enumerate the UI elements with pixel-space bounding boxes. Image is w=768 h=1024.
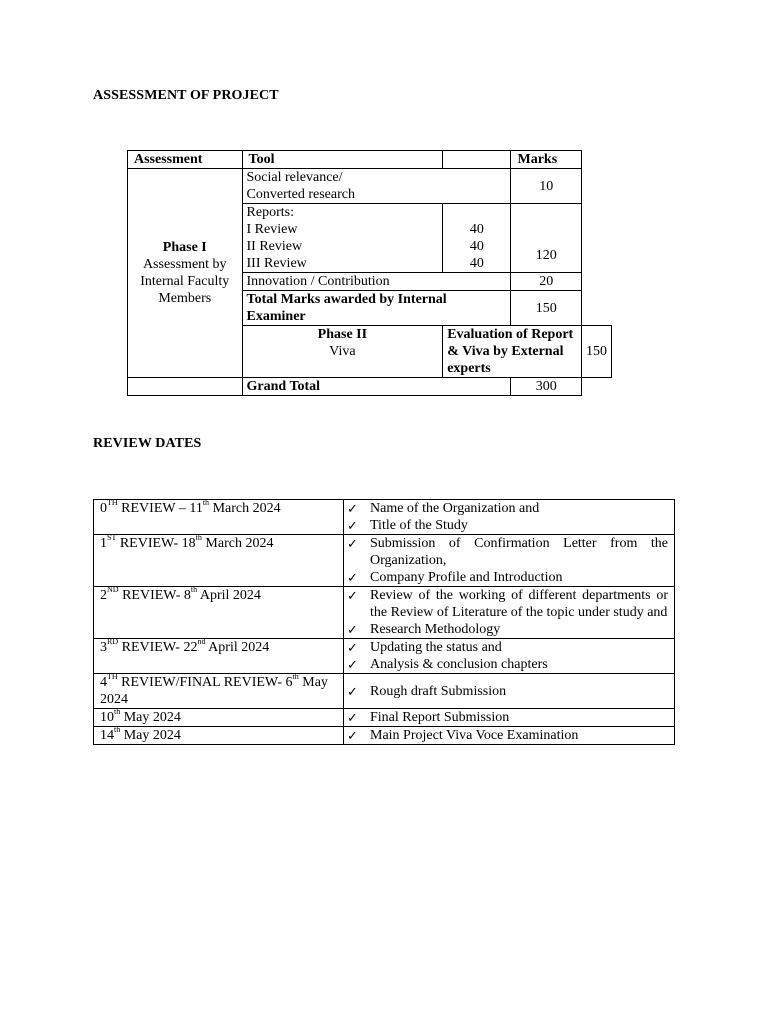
review-dates-table <box>93 499 675 745</box>
review-date-cell <box>94 587 344 639</box>
review-date-post: March 2024 <box>201 536 274 551</box>
review-date-cell <box>94 709 344 727</box>
checkmark-icon: ✓ <box>347 570 358 585</box>
review-item <box>347 727 668 744</box>
total-internal-marks: 150 <box>511 291 582 326</box>
row-social-relevance <box>128 169 612 204</box>
review-date-pre: 0 <box>100 501 107 516</box>
review-item-text: Final Report Submission <box>370 710 510 725</box>
review-item <box>347 621 668 638</box>
review-date-pre: 1 <box>100 536 107 551</box>
review-row <box>94 727 675 745</box>
checkmark-icon: ✓ <box>347 683 358 699</box>
checkmark-icon: ✓ <box>347 622 358 637</box>
phase-2-marks: 150 <box>582 326 612 378</box>
header-tool: Tool <box>242 151 443 169</box>
review-items-cell <box>344 674 675 709</box>
review-date-post: May 2024 <box>100 675 328 707</box>
phase-1-desc: Assessment by Internal Faculty Members <box>140 257 230 306</box>
review-date-sup: RD <box>107 637 119 647</box>
assessment-heading: ASSESSMENT OF PROJECT <box>93 88 279 103</box>
review-item <box>347 500 668 517</box>
reports-subvalues <box>443 204 511 273</box>
review-item <box>347 656 668 673</box>
review-date-sup: ST <box>107 533 117 543</box>
review-items-cell <box>344 727 675 745</box>
checkmark-icon: ✓ <box>347 518 358 533</box>
review-date-post: March 2024 <box>209 501 281 516</box>
header-blank <box>443 151 511 169</box>
assessment-header-row <box>128 151 612 169</box>
review-item <box>347 683 668 700</box>
grand-total-marks: 300 <box>511 378 582 396</box>
assessment-table <box>127 150 612 396</box>
checkmark-icon: ✓ <box>347 640 358 655</box>
review-date-sup: nd <box>197 637 206 647</box>
social-marks: 10 <box>511 169 582 204</box>
review-date-pre: 14 <box>100 728 114 743</box>
social-tool-line2: Converted research <box>246 187 355 202</box>
review-dates-heading: REVIEW DATES <box>93 436 202 451</box>
phase-2-desc: Viva <box>329 344 356 359</box>
review-item <box>347 535 668 569</box>
review-date-mid: REVIEW- 8 <box>118 588 191 603</box>
header-assessment: Assessment <box>128 151 243 169</box>
checkmark-icon: ✓ <box>347 728 358 743</box>
review-date-post: April 2024 <box>197 588 261 603</box>
reports-tool <box>242 204 443 273</box>
review-row <box>94 674 675 709</box>
review-date-cell <box>94 500 344 535</box>
phase-1-name: Phase I <box>162 240 207 255</box>
review-item <box>347 639 668 656</box>
reports-marks <box>511 204 582 273</box>
review-date-mid: May 2024 <box>120 710 181 725</box>
review-item-text: Title of the Study <box>370 518 468 533</box>
review-date-sup: th <box>195 533 202 543</box>
review-date-sup: th <box>190 585 198 595</box>
review-items-cell <box>344 500 675 535</box>
review-date-mid: REVIEW – 11 <box>117 501 203 516</box>
review-date-cell <box>94 674 344 709</box>
reports-marks-value: 120 <box>535 248 557 263</box>
review-date-mid: REVIEW- 18 <box>116 536 196 551</box>
review-date-pre: 2 <box>100 588 107 603</box>
report-item-label: I Review <box>246 222 298 237</box>
review-date-post: April 2024 <box>205 640 270 655</box>
row-grand-total <box>128 378 612 396</box>
review-item <box>347 587 668 621</box>
report-item-value: 40 <box>469 222 484 237</box>
report-item-label: II Review <box>246 239 303 254</box>
review-date-cell <box>94 535 344 587</box>
review-date-sup: th <box>114 707 121 717</box>
review-item-text: Updating the status and <box>370 640 502 655</box>
reports-title: Reports: <box>246 205 294 220</box>
review-item <box>347 709 668 726</box>
review-date-sup: th <box>202 498 210 508</box>
review-date-cell <box>94 727 344 745</box>
review-date-cell <box>94 639 344 674</box>
innovation-marks: 20 <box>511 273 582 291</box>
review-item <box>347 569 668 586</box>
review-date-sup: th <box>114 725 121 735</box>
grand-total-label: Grand Total <box>242 378 511 396</box>
review-date-mid: REVIEW- 22 <box>118 640 198 655</box>
review-row <box>94 639 675 674</box>
social-tool-line1: Social relevance/ <box>246 170 343 185</box>
phase-2-tool: Evaluation of Report & Viva by External experts <box>443 326 582 378</box>
review-item-text: Submission of Confirmation Letter from the Organization, <box>370 536 668 568</box>
review-items-cell <box>344 587 675 639</box>
checkmark-icon: ✓ <box>347 657 358 672</box>
review-date-mid: May 2024 <box>120 728 181 743</box>
phase-1-cell <box>128 169 243 378</box>
review-item-text: Rough draft Submission <box>370 683 507 699</box>
checkmark-icon: ✓ <box>347 501 358 516</box>
review-date-mid: REVIEW/FINAL REVIEW- 6 <box>117 675 293 690</box>
checkmark-icon: ✓ <box>347 536 358 551</box>
checkmark-icon: ✓ <box>347 710 358 725</box>
review-date-sup: TH <box>107 672 118 682</box>
review-item-text: Research Methodology <box>370 622 501 637</box>
grand-total-empty <box>128 378 243 396</box>
total-internal-tool: Total Marks awarded by Internal Examiner <box>242 291 511 326</box>
review-item-text: Main Project Viva Voce Examination <box>370 728 579 743</box>
review-row <box>94 535 675 587</box>
review-date-pre: 10 <box>100 710 114 725</box>
review-item <box>347 517 668 534</box>
review-row <box>94 587 675 639</box>
report-item-value: 40 <box>469 239 484 254</box>
review-items-cell <box>344 535 675 587</box>
innovation-tool: Innovation / Contribution <box>242 273 511 291</box>
review-items-cell <box>344 709 675 727</box>
review-item-text: Company Profile and Introduction <box>370 570 563 585</box>
review-date-sup: TH <box>107 498 118 508</box>
checkmark-icon: ✓ <box>347 588 358 603</box>
report-item-label: III Review <box>246 256 307 271</box>
review-item-text: Analysis & conclusion chapters <box>370 657 548 672</box>
review-date-pre: 4 <box>100 675 107 690</box>
review-row <box>94 500 675 535</box>
review-date-sup: ND <box>107 585 119 595</box>
review-items-cell <box>344 639 675 674</box>
report-item-value: 40 <box>469 256 484 271</box>
phase-2-name: Phase II <box>317 327 368 342</box>
review-row <box>94 709 675 727</box>
review-date-pre: 3 <box>100 640 107 655</box>
review-item-text: Name of the Organization and <box>370 501 540 516</box>
social-tool <box>242 169 511 204</box>
phase-2-cell <box>242 326 443 378</box>
review-item-text: Review of the working of different departments or the Review of Literature of the topic under study and <box>370 588 668 620</box>
review-date-sup: th <box>292 672 299 682</box>
header-marks: Marks <box>511 151 582 169</box>
